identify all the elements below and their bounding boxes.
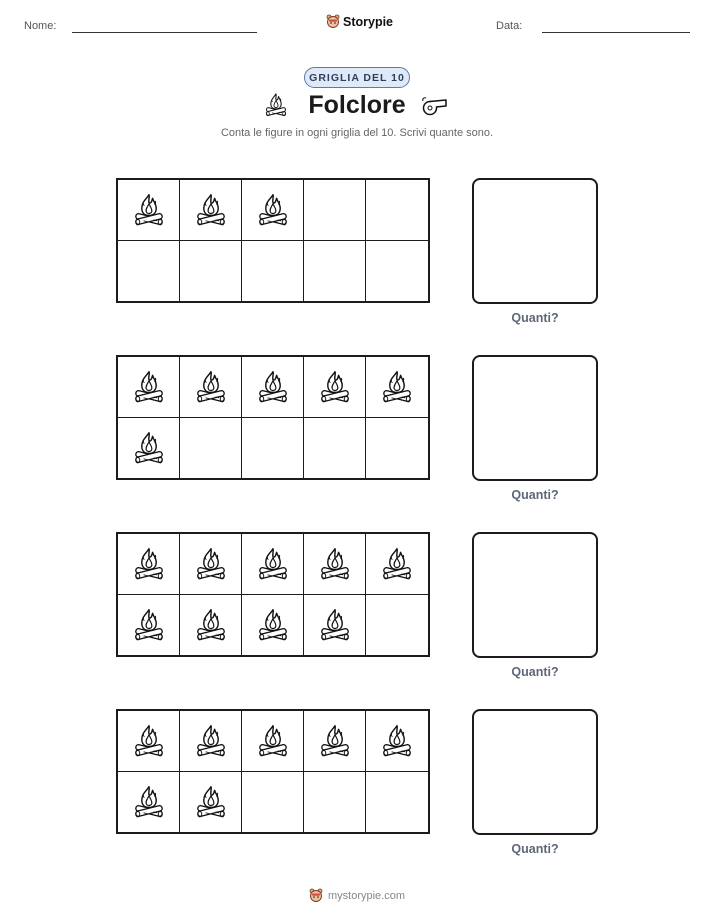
answer-label-3: Quanti? (511, 665, 559, 679)
date-line[interactable] (542, 32, 690, 33)
ten-frame-cell (118, 418, 180, 479)
campfire-icon (255, 723, 291, 759)
ten-frame-cell (118, 241, 180, 302)
campfire-icon (379, 546, 415, 582)
page-title: Folclore (308, 91, 406, 119)
ten-frame-cell (242, 595, 304, 656)
campfire-icon (255, 546, 291, 582)
name-line[interactable] (72, 32, 257, 33)
ten-frame-cell (304, 357, 366, 418)
answer-box-3[interactable] (472, 532, 598, 658)
ten-frame-cell (180, 534, 242, 595)
ten-frame-cell (118, 772, 180, 833)
campfire-icon (131, 430, 167, 466)
ten-frame-cell (366, 772, 428, 833)
ten-frame-cell (180, 772, 242, 833)
ten-frame-cell (180, 241, 242, 302)
answer-box-1[interactable] (472, 178, 598, 304)
campfire-icon (193, 546, 229, 582)
answer-box-4[interactable] (472, 709, 598, 835)
ten-frame-cell (118, 534, 180, 595)
ten-frame-cell (118, 595, 180, 656)
date-label: Data: (496, 20, 523, 32)
campfire-icon (131, 723, 167, 759)
campfire-icon (317, 546, 353, 582)
campfire-icon (317, 369, 353, 405)
ten-frame-cell (242, 357, 304, 418)
campfire-icon (131, 784, 167, 820)
answer-box-2[interactable] (472, 355, 598, 481)
worksheet-type-badge: GRIGLIA DEL 10 (304, 67, 410, 88)
ten-frame-cell (180, 418, 242, 479)
campfire-icon (255, 192, 291, 228)
campfire-icon (131, 546, 167, 582)
storypie-mascot-icon (309, 888, 323, 903)
ten-frame-cell (242, 180, 304, 241)
brand-logo (326, 14, 393, 29)
ten-frame-cell (366, 357, 428, 418)
campfire-icon (193, 723, 229, 759)
ten-frame-1 (116, 178, 430, 303)
answer-label-4: Quanti? (511, 842, 559, 856)
ten-frame-cell (366, 418, 428, 479)
answer-label-2: Quanti? (511, 488, 559, 502)
campfire-icon (131, 369, 167, 405)
ten-frame-cell (366, 180, 428, 241)
instructions: Conta le figure in ogni griglia del 10. Scrivi quante sono. (220, 127, 494, 139)
ten-frame-cell (304, 772, 366, 833)
ten-frame-cell (304, 418, 366, 479)
ten-frame-4 (116, 709, 430, 834)
footer (0, 888, 714, 903)
campfire-icon (131, 607, 167, 643)
ten-frame-cell (242, 711, 304, 772)
ten-frame-2 (116, 355, 430, 480)
ten-frame-cell (118, 711, 180, 772)
ten-frame-3 (116, 532, 430, 657)
ten-frame-cell (118, 357, 180, 418)
whistle-icon (421, 95, 449, 117)
campfire-icon (193, 784, 229, 820)
campfire-icon (317, 723, 353, 759)
ten-frame-cell (180, 595, 242, 656)
brand-name: Storypie (343, 14, 394, 29)
name-label: Nome: (24, 20, 57, 32)
ten-frame-cell (366, 595, 428, 656)
campfire-icon (193, 369, 229, 405)
ten-frame-cell (180, 357, 242, 418)
ten-frame-cell (366, 711, 428, 772)
campfire-icon (317, 607, 353, 643)
footer-url: mystorypie.com (327, 889, 406, 902)
ten-frame-cell (304, 711, 366, 772)
ten-frame-cell (180, 711, 242, 772)
ten-frame-cell (118, 180, 180, 241)
ten-frame-cell (180, 180, 242, 241)
ten-frame-cell (304, 534, 366, 595)
ten-frame-cell (304, 595, 366, 656)
campfire-icon (379, 369, 415, 405)
ten-frame-cell (304, 180, 366, 241)
storypie-mascot-icon (326, 14, 340, 29)
ten-frame-cell (366, 241, 428, 302)
ten-frame-cell (304, 241, 366, 302)
campfire-icon (193, 607, 229, 643)
ten-frame-cell (242, 418, 304, 479)
ten-frame-cell (366, 534, 428, 595)
campfire-icon (193, 192, 229, 228)
campfire-icon (379, 723, 415, 759)
campfire-icon (255, 369, 291, 405)
ten-frame-cell (242, 534, 304, 595)
campfire-icon (255, 607, 291, 643)
ten-frame-cell (242, 241, 304, 302)
answer-label-1: Quanti? (511, 311, 559, 325)
ten-frame-cell (242, 772, 304, 833)
campfire-icon (131, 192, 167, 228)
